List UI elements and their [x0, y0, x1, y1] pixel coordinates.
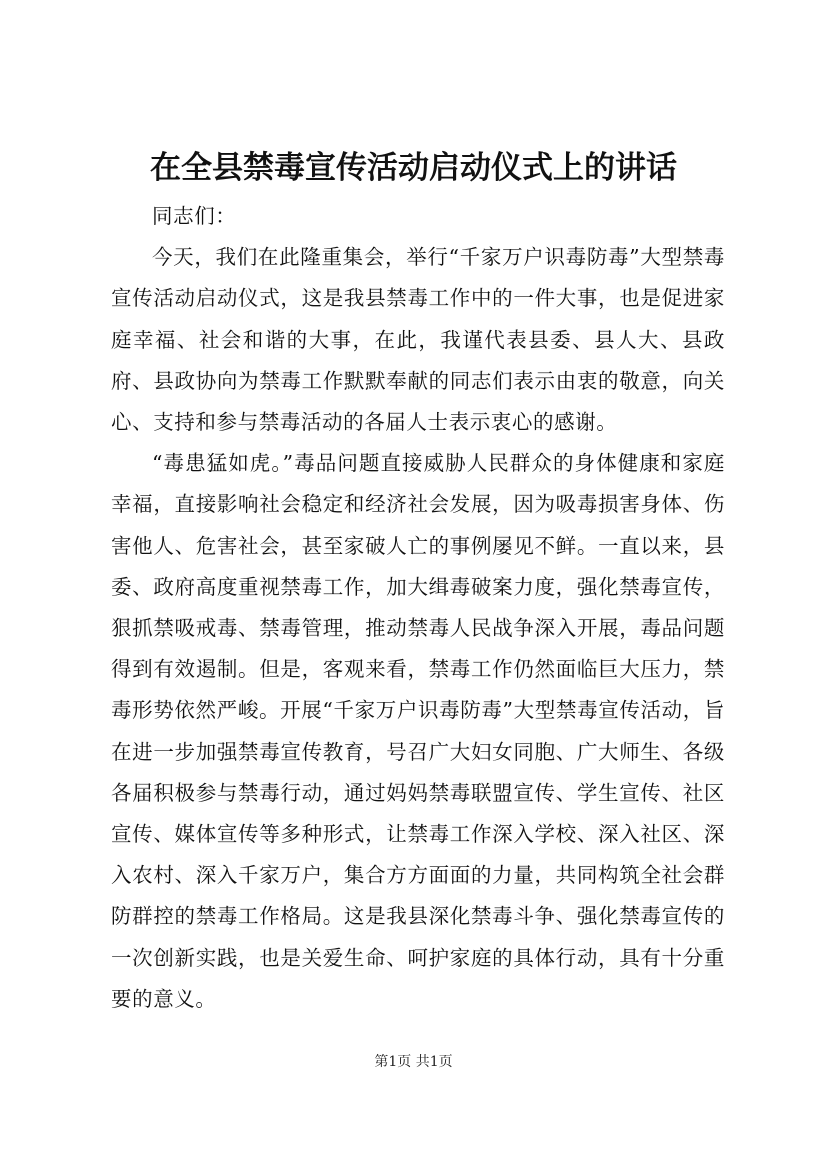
document-title: 在全县禁毒宣传活动启动仪式上的讲话	[150, 150, 677, 186]
salutation: 同志们：	[152, 204, 237, 228]
paragraph-2: “毒患猛如虎。”毒品问题直接威胁人民群众的身体健康和家庭幸福，直接影响社会稳定和经济社会发展，因为吸毒损害身体、伤害他人、危害社会，甚至家破人亡的事例屡见不鲜。一直以来，县委、政府高度重视禁毒工作，加大缉毒破案力度，强化禁毒宣传，狠抓禁吸戒毒、禁毒管理，推动禁毒人民战争深入开展，毒品问题得到有效遏制。但是，客观来看，禁毒工作仍然面临巨大压力，禁毒形势依然严峻。开展“千家万户识毒防毒”大型禁毒宣传活动，旨在进一步加强禁毒宣传教育，号召广大妇女同胞、广大师生、各级各届积极参与禁毒行动，通过妈妈禁毒联盟宣传、学生宣传、社区宣传、媒体宣传等多种形式，让禁毒工作深入学校、深入社区、深入农村、深入千家万户，集合方方面面的力量，共同构筑全社会群防群控的禁毒工作格局。这是我县深化禁毒斗争、强化禁毒宣传的一次创新实践，也是关爱生命、呵护家庭的具体行动，具有十分重要的意义。	[111, 451, 725, 1011]
paragraph-1: 今天，我们在此隆重集会，举行“千家万户识毒防毒”大型禁毒宣传活动启动仪式，这是我县禁毒工作中的一件大事，也是促进家庭幸福、社会和谐的大事，在此，我谨代表县委、县人大、县政府、县政协向为禁毒工作默默奉献的同志们表示由衷的敬意，向关心、支持和参与禁毒活动的各届人士表示衷心的感谢。	[111, 245, 725, 435]
document-body	[111, 196, 725, 1020]
page-number-footer: 第1页 共1页	[374, 1054, 453, 1070]
